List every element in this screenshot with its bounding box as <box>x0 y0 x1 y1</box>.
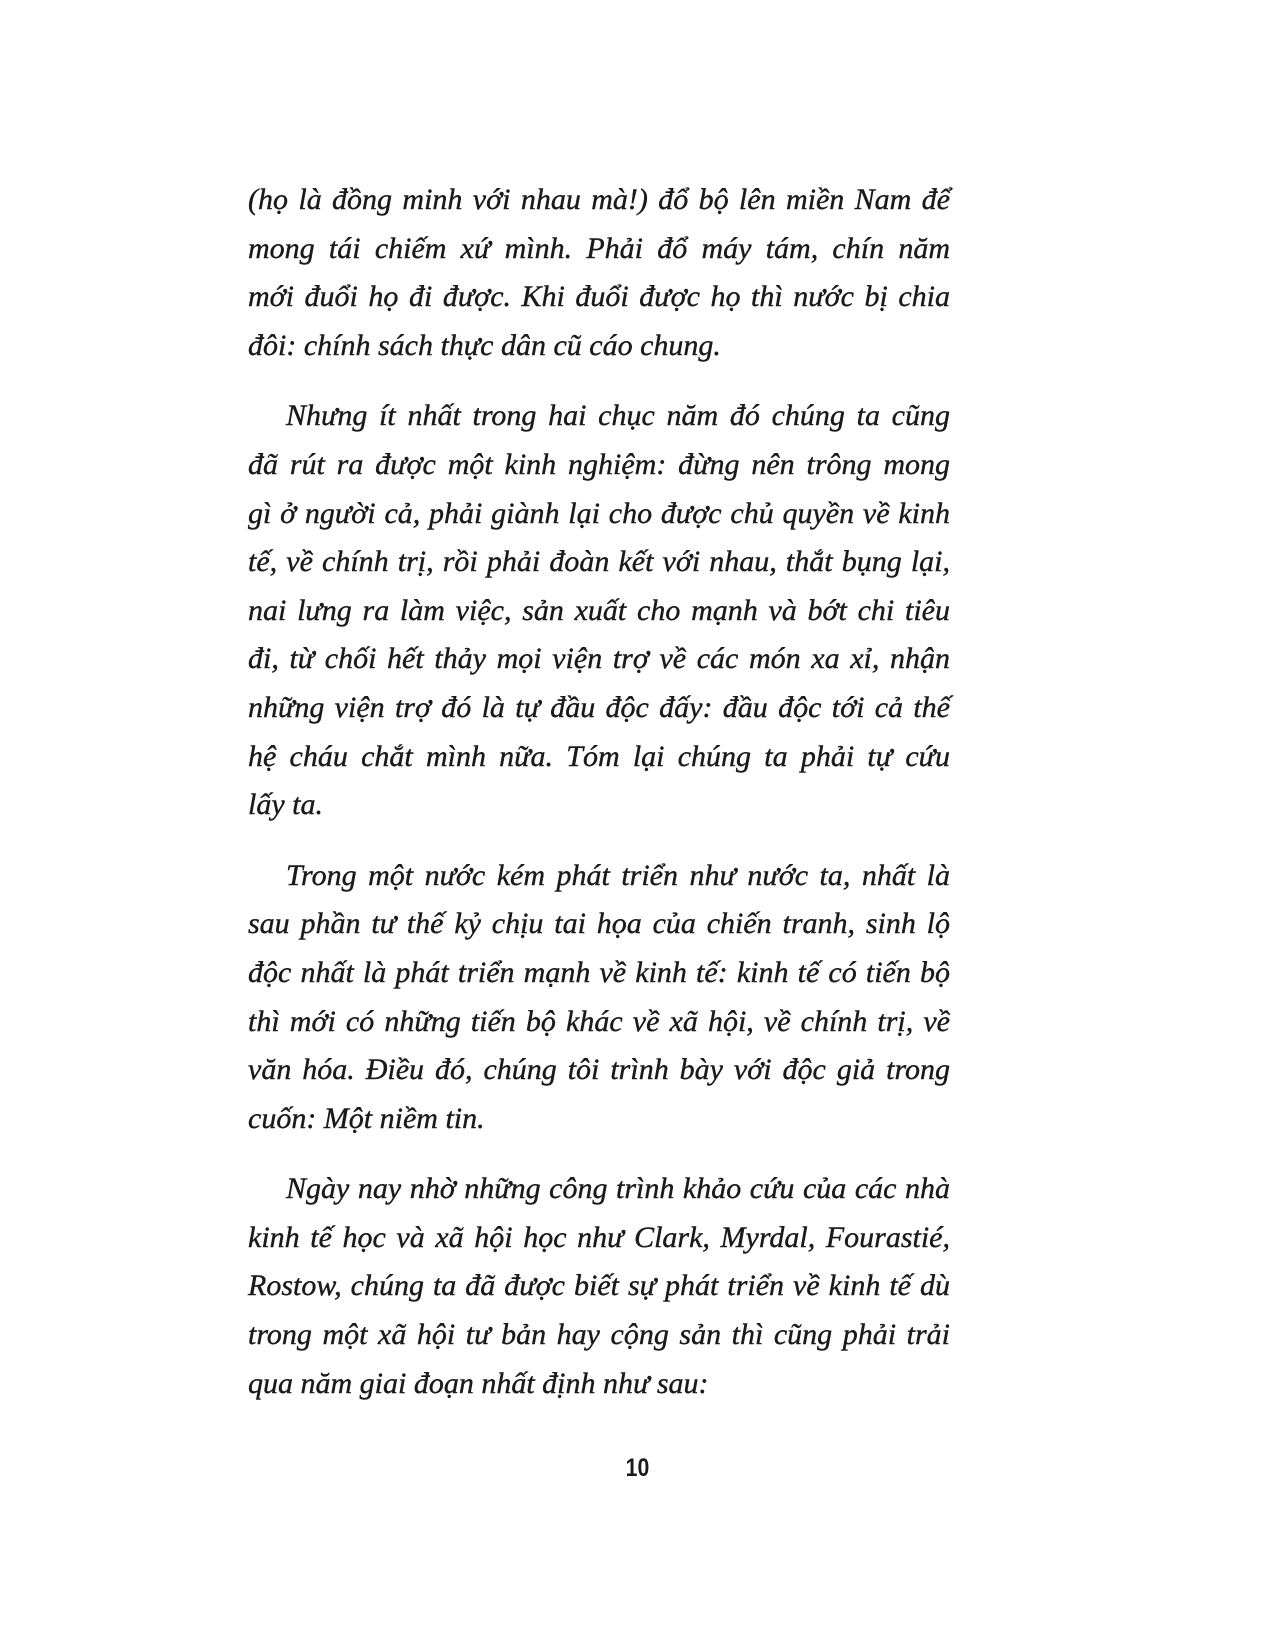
text-line: mong tái chiếm xứ mình. Phải đổ máy tám, chín năm <box>248 231 950 265</box>
text-line: những viện trợ đó là tự đầu độc đấy: đầu độc tới cả thế <box>248 690 950 724</box>
paragraph <box>248 852 950 1144</box>
text-line: tế, về chính trị, rồi phải đoàn kết với nhau, thắt bụng lại, <box>248 545 950 579</box>
text-line: hệ cháu chắt mình nữa. Tóm lại chúng ta phải tự cứu <box>248 739 950 773</box>
text-line: (họ là đồng minh với nhau mà!) đổ bộ lên miền Nam để <box>248 183 950 216</box>
text-line: qua năm giai đoạn nhất định như sau: <box>248 1366 709 1400</box>
text-line: văn hóa. Điều đó, chúng tôi trình bày với độc giả trong <box>248 1053 950 1087</box>
text-line: độc nhất là phát triển mạnh về kinh tế: kinh tế có tiến bộ <box>248 955 950 989</box>
paragraph <box>248 1165 950 1408</box>
text-line: sau phần tư thế kỷ chịu tai họa của chiến tranh, sinh lộ <box>248 907 950 941</box>
text-line: gì ở người cả, phải giành lại cho được chủ quyền về kinh <box>248 496 950 530</box>
text-line: Nhưng ít nhất trong hai chục năm đó chúng ta cũng <box>286 399 950 433</box>
text-line: nai lưng ra làm việc, sản xuất cho mạnh và bớt chi tiêu <box>248 593 950 627</box>
text-line: Trong một nước kém phát triển như nước ta, nhất là <box>286 858 950 892</box>
text-line: cuốn: Một niềm tin. <box>248 1101 485 1135</box>
text-line: đôi: chính sách thực dân cũ cáo chung. <box>248 328 721 362</box>
text-line: đã rút ra được một kinh nghiệm: đừng nên trông mong <box>248 447 950 481</box>
text-line: kinh tế học và xã hội học như Clark, Myrdal, Fourastié, <box>248 1220 950 1254</box>
text-line: trong một xã hội tư bản hay cộng sản thì cũng phải trải <box>248 1318 950 1352</box>
paragraph <box>248 392 950 829</box>
paragraph <box>248 176 950 370</box>
text-line: lấy ta. <box>248 788 323 822</box>
text-line: đi, từ chối hết thảy mọi viện trợ về các món xa xỉ, nhận <box>248 642 950 676</box>
page-number: 10 <box>625 1454 650 1482</box>
body-text <box>248 176 950 1430</box>
text-line: mới đuổi họ đi được. Khi đuổi được họ thì nước bị chia <box>248 280 950 314</box>
text-line: Ngày nay nhờ những công trình khảo cứu của các nhà <box>286 1172 950 1206</box>
text-line: Rostow, chúng ta đã được biết sự phát triển về kinh tế dù <box>248 1269 950 1303</box>
text-line: thì mới có những tiến bộ khác về xã hội, về chính trị, về <box>248 1004 950 1038</box>
